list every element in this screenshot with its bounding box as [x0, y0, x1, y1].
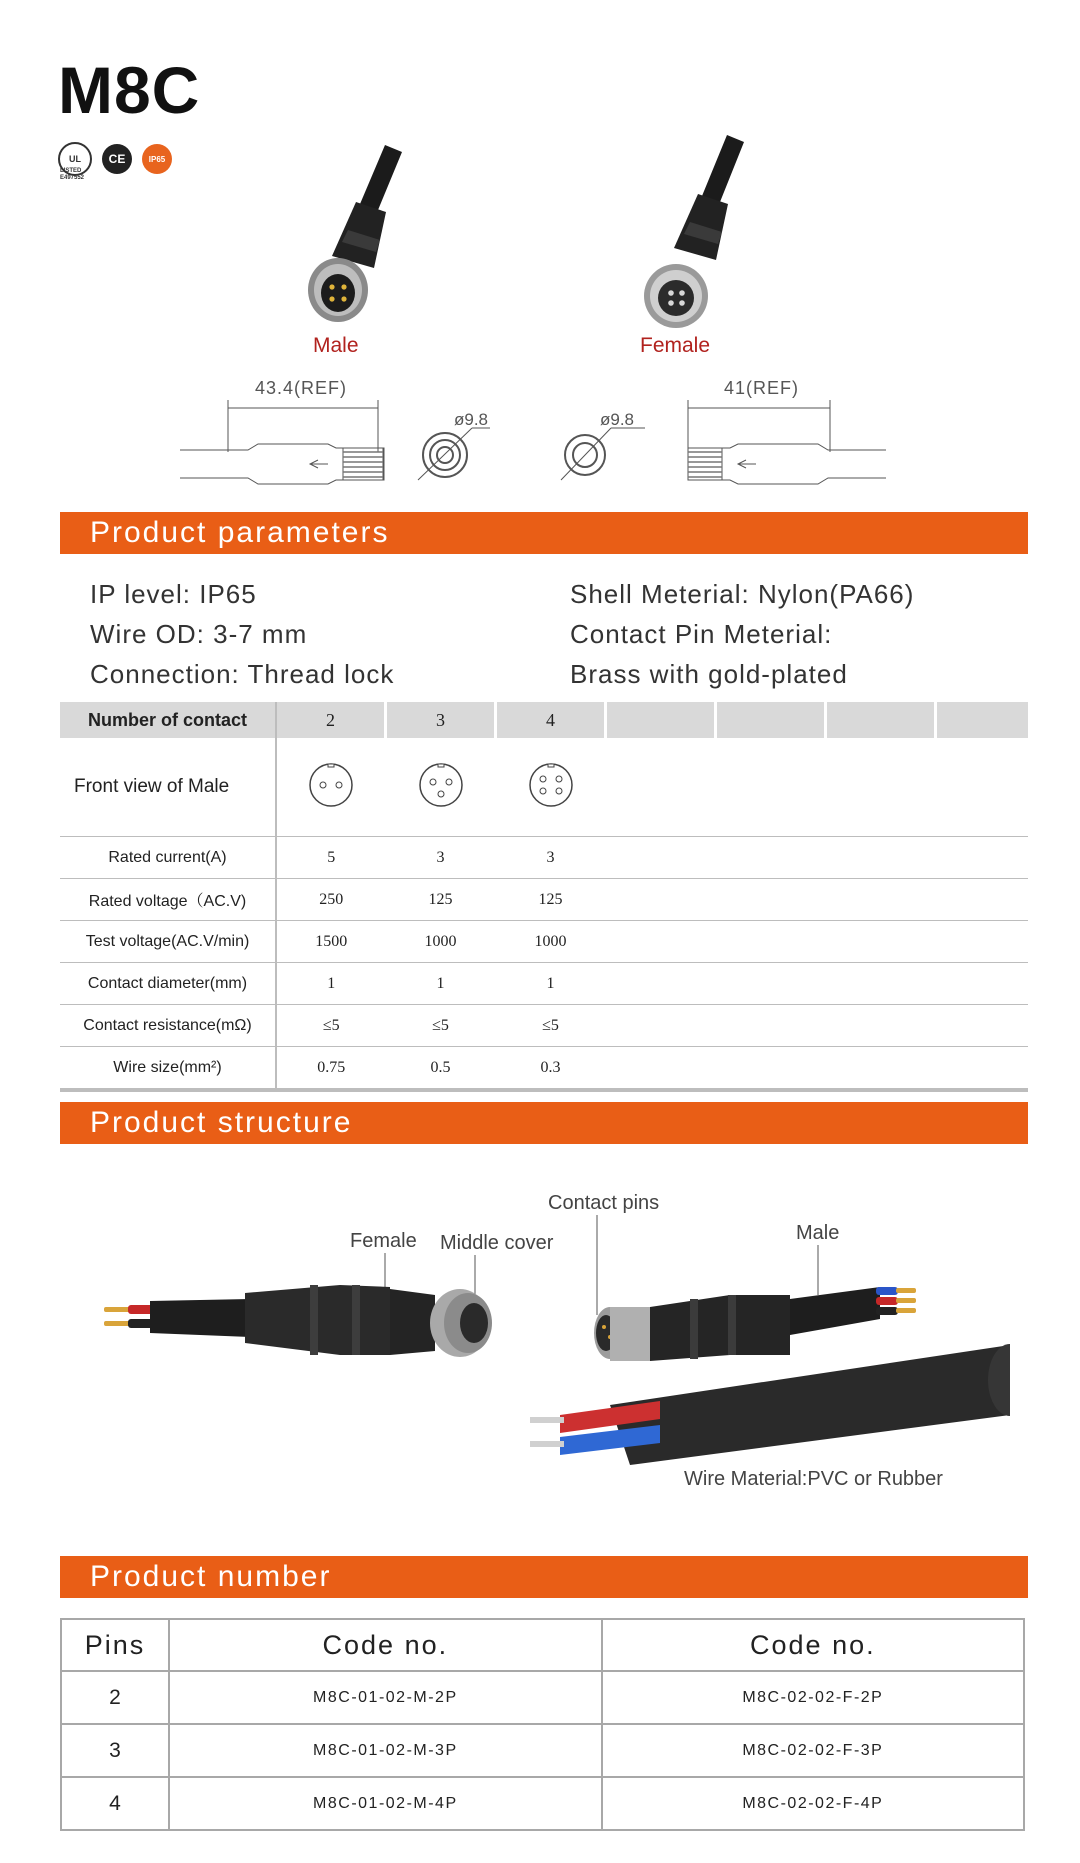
female-code: M8C-02-02-F-4P — [602, 1777, 1024, 1830]
front-view-4pin — [496, 738, 606, 837]
ce-cert-icon: CE — [102, 144, 132, 174]
pin-count: 4 — [61, 1777, 169, 1830]
spec-row-label: Rated voltage（AC.V) — [60, 879, 276, 921]
pin-layout-3-icon — [416, 760, 466, 810]
number-row — [61, 1671, 1024, 1724]
pin-layout-4-icon — [526, 760, 576, 810]
product-title: M8C — [58, 53, 201, 127]
spec-value: 3 — [386, 837, 496, 879]
spec-table — [60, 702, 1028, 1092]
spec-row-label: Rated current(A) — [60, 837, 276, 879]
front-view-row — [60, 738, 1028, 837]
param-contact-plating: Brass with gold-plated — [570, 659, 848, 689]
female-length-dimension: 41(REF) — [724, 378, 800, 398]
label-female: Female — [350, 1230, 417, 1252]
empty-column — [826, 702, 936, 738]
male-code: M8C-01-02-M-4P — [169, 1777, 602, 1830]
spec-row — [60, 1005, 1028, 1047]
spec-row — [60, 921, 1028, 963]
front-view-2pin — [276, 738, 386, 837]
param-ip-level: IP level: IP65 — [90, 579, 257, 609]
spec-value: 250 — [276, 879, 386, 921]
header-code-male: Code no. — [169, 1619, 602, 1671]
male-diameter-dimension: ø9.8 — [454, 410, 489, 429]
spec-value: 1000 — [496, 921, 606, 963]
male-connector-image — [290, 140, 430, 330]
spec-value: 1 — [496, 963, 606, 1005]
column-3: 3 — [386, 702, 496, 738]
male-code: M8C-01-02-M-3P — [169, 1724, 602, 1777]
empty-column — [716, 702, 826, 738]
product-number-table — [60, 1618, 1025, 1831]
label-middle-cover: Middle cover — [440, 1232, 554, 1254]
front-view-3pin — [386, 738, 496, 837]
female-diameter-dimension: ø9.8 — [600, 410, 635, 429]
label-contact-pins: Contact pins — [548, 1192, 660, 1214]
pin-layout-2-icon — [306, 760, 356, 810]
param-connection: Connection: Thread lock — [90, 659, 395, 689]
spec-header-row — [60, 702, 1028, 738]
number-of-contact-label: Number of contact — [60, 702, 276, 738]
female-caption: Female — [640, 334, 711, 357]
section-header-structure: Product structure — [60, 1102, 1028, 1144]
spec-value: 1 — [276, 963, 386, 1005]
column-4: 4 — [496, 702, 606, 738]
spec-value: 0.75 — [276, 1047, 386, 1091]
spec-value: 125 — [386, 879, 496, 921]
header-code-female: Code no. — [602, 1619, 1024, 1671]
spec-value: 125 — [496, 879, 606, 921]
spec-value: 0.3 — [496, 1047, 606, 1091]
number-row — [61, 1724, 1024, 1777]
product-structure-image — [90, 1215, 1010, 1475]
male-caption: Male — [313, 334, 359, 357]
spec-row-label: Contact diameter(mm) — [60, 963, 276, 1005]
spec-row-label: Contact resistance(mΩ) — [60, 1005, 276, 1047]
spec-value: ≤5 — [496, 1005, 606, 1047]
female-connector-image — [632, 130, 772, 330]
parameters-left — [90, 574, 394, 694]
ul-file-text — [60, 168, 84, 182]
param-contact-pin-material: Contact Pin Meterial: — [570, 619, 833, 649]
spec-row-label: Test voltage(AC.V/min) — [60, 921, 276, 963]
ul-listed-text: LISTED — [60, 168, 82, 174]
empty-column — [936, 702, 1029, 738]
male-length-dimension: 43.4(REF) — [255, 378, 348, 398]
spec-value: 3 — [496, 837, 606, 879]
spec-row — [60, 837, 1028, 879]
female-code: M8C-02-02-F-2P — [602, 1671, 1024, 1724]
spec-value: 1 — [386, 963, 496, 1005]
label-male: Male — [796, 1222, 840, 1244]
female-code: M8C-02-02-F-3P — [602, 1724, 1024, 1777]
label-wire-material: Wire Material:PVC or Rubber — [684, 1468, 943, 1490]
spec-row — [60, 963, 1028, 1005]
section-header-parameters: Product parameters — [60, 512, 1028, 554]
spec-value: 0.5 — [386, 1047, 496, 1091]
empty-column — [606, 702, 716, 738]
ul-file-number: E497552 — [60, 175, 85, 181]
spec-value: 1500 — [276, 921, 386, 963]
param-shell-material: Shell Meterial: Nylon(PA66) — [570, 579, 915, 609]
spec-row-label: Wire size(mm²) — [60, 1047, 276, 1091]
header-pins: Pins — [61, 1619, 169, 1671]
parameters-right — [570, 574, 914, 694]
spec-value: ≤5 — [386, 1005, 496, 1047]
male-code: M8C-01-02-M-2P — [169, 1671, 602, 1724]
number-row — [61, 1777, 1024, 1830]
param-wire-od: Wire OD: 3-7 mm — [90, 619, 308, 649]
section-header-number: Product number — [60, 1556, 1028, 1598]
ip65-cert-icon: IP65 — [142, 144, 172, 174]
front-view-label: Front view of Male — [60, 738, 276, 837]
spec-value: 1000 — [386, 921, 496, 963]
ul-cert-icon: UL — [58, 142, 92, 176]
spec-row — [60, 1047, 1028, 1091]
spec-row — [60, 879, 1028, 921]
pin-count: 3 — [61, 1724, 169, 1777]
spec-value: ≤5 — [276, 1005, 386, 1047]
number-header-row — [61, 1619, 1024, 1671]
pin-count: 2 — [61, 1671, 169, 1724]
spec-value: 5 — [276, 837, 386, 879]
column-2: 2 — [276, 702, 386, 738]
